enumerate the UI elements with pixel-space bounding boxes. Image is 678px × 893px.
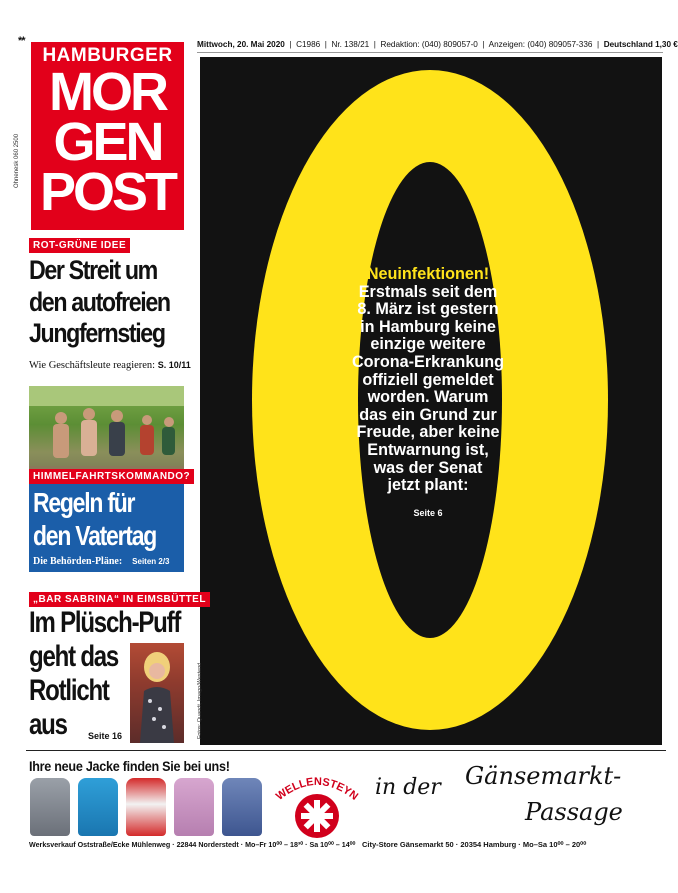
ad-footer-outlet: Werksverkauf Oststraße/Ecke Mühlenweg · 22844 Norderstedt · Mo–Fr 10⁰⁰ – 18³⁰ · Sa 10⁰⁰ – 14⁰⁰ — [29, 840, 356, 849]
headline-line: Rotlicht — [29, 674, 109, 707]
issue-info-line: Mittwoch, 20. Mai 2020 | C1986 | Nr. 138/21 | Redaktion: (040) 809057-0 | Anzeigen: (040) 809057-336 | Deutschland 1,30 € — [197, 40, 663, 53]
hero-story[interactable] — [325, 266, 531, 522]
issue-date: Mittwoch, 20. Mai 2020 — [197, 40, 285, 49]
masthead-line: MOR — [49, 62, 166, 122]
story2-sub-text: Die Behörden-Pläne: — [33, 556, 123, 567]
headline-line: den Vatertag — [33, 520, 157, 551]
headline-line: Jungfernstieg — [29, 318, 165, 348]
hero-body-line: jetzt plant: — [387, 476, 469, 495]
story2-sub — [33, 556, 170, 567]
wellensteyn-logo[interactable] — [272, 770, 362, 842]
hero-body-line: Erstmals seit dem — [358, 282, 498, 301]
jacket-navy-image[interactable] — [222, 778, 262, 836]
ad-headline: Ihre neue Jacke finden Sie bei uns! — [29, 758, 230, 774]
ad-script-passage: Passage — [525, 798, 623, 826]
masthead-line: HAMBURGER — [42, 45, 173, 66]
hero-body-line: was der Senat — [373, 458, 483, 477]
headline-line: geht das — [29, 640, 119, 673]
jacket-red-image[interactable] — [126, 778, 166, 836]
jacket-pink-image[interactable] — [174, 778, 214, 836]
headline-line: den autofreien — [29, 286, 170, 317]
story1-kicker: ROT-GRÜNE IDEE — [29, 238, 130, 253]
redaktion-phone: Redaktion: (040) 809057-0 — [380, 40, 478, 49]
hero-body-line: das ein Grund zur — [359, 405, 497, 424]
hero-page-ref: Seite 6 — [413, 507, 443, 518]
ad-script-in-der: in der — [375, 775, 441, 800]
story1-sub-text: Wie Geschäftsleute reagieren: — [29, 360, 156, 371]
story1-page-ref: S. 10/11 — [157, 360, 191, 370]
hero-body-line: Corona-Erkrankung — [351, 352, 504, 371]
headline-line: aus — [29, 708, 67, 741]
anzeigen-phone: Anzeigen: (040) 809057-336 — [488, 40, 593, 49]
masthead-line: GEN — [53, 112, 162, 172]
photo-credit: Fotos: Quandt, Imago/Westend — [197, 662, 203, 739]
price: Deutschland 1,30 € — [603, 40, 678, 49]
jacket-blue-image[interactable] — [78, 778, 118, 836]
hero-body-line: in Hamburg keine — [360, 317, 496, 336]
brand-name: WELLENSTEYN — [273, 775, 361, 803]
bar-owner-photo[interactable] — [130, 643, 184, 743]
hero-body-line: 8. März ist gestern — [357, 300, 499, 319]
story1-sub — [29, 360, 191, 371]
hero-body-line: worden. Warum — [367, 388, 489, 407]
story3-page-ref: Seite 16 — [88, 731, 123, 741]
story2-page-ref: Seiten 2/3 — [132, 557, 170, 566]
ad-footer-citystore: City-Store Gänsemarkt 50 · 20354 Hamburg · Mo–Sa 10⁰⁰ – 20⁰⁰ — [362, 840, 587, 849]
headline-line: Der Streit um — [29, 255, 157, 285]
headline-line: Regeln für — [33, 487, 135, 518]
jacket-grey-image[interactable] — [30, 778, 70, 836]
ad-divider — [26, 750, 666, 751]
edition-stars: ** — [18, 35, 25, 47]
hero-body-line: Freude, aber keine — [356, 423, 500, 442]
hero-body-line: offiziell gemeldet — [362, 370, 494, 389]
hero-body — [325, 284, 531, 495]
ad-script-gaensemarkt: Gänsemarkt- — [465, 762, 622, 790]
hero-headline: Neuinfektionen! — [366, 265, 490, 283]
barcode-note: Ohnenesk 060 2500 — [14, 133, 20, 188]
hero-body-line: einzige weitere — [370, 335, 486, 354]
story3-kicker: „BAR SABRINA“ IN EIMSBÜTTEL — [29, 592, 210, 607]
masthead-line: POST — [39, 162, 176, 222]
headline-line: Im Plüsch-Puff — [29, 606, 181, 639]
story2-kicker: HIMMELFAHRTSKOMMANDO? — [29, 469, 194, 484]
hero-body-line: Entwarnung ist, — [367, 440, 489, 459]
story2-headline[interactable] — [33, 486, 197, 552]
story1-headline[interactable] — [29, 255, 201, 350]
issue-number: Nr. 138/21 — [331, 40, 370, 49]
masthead-logo[interactable] — [31, 42, 184, 230]
issue-code: C1986 — [296, 40, 321, 49]
